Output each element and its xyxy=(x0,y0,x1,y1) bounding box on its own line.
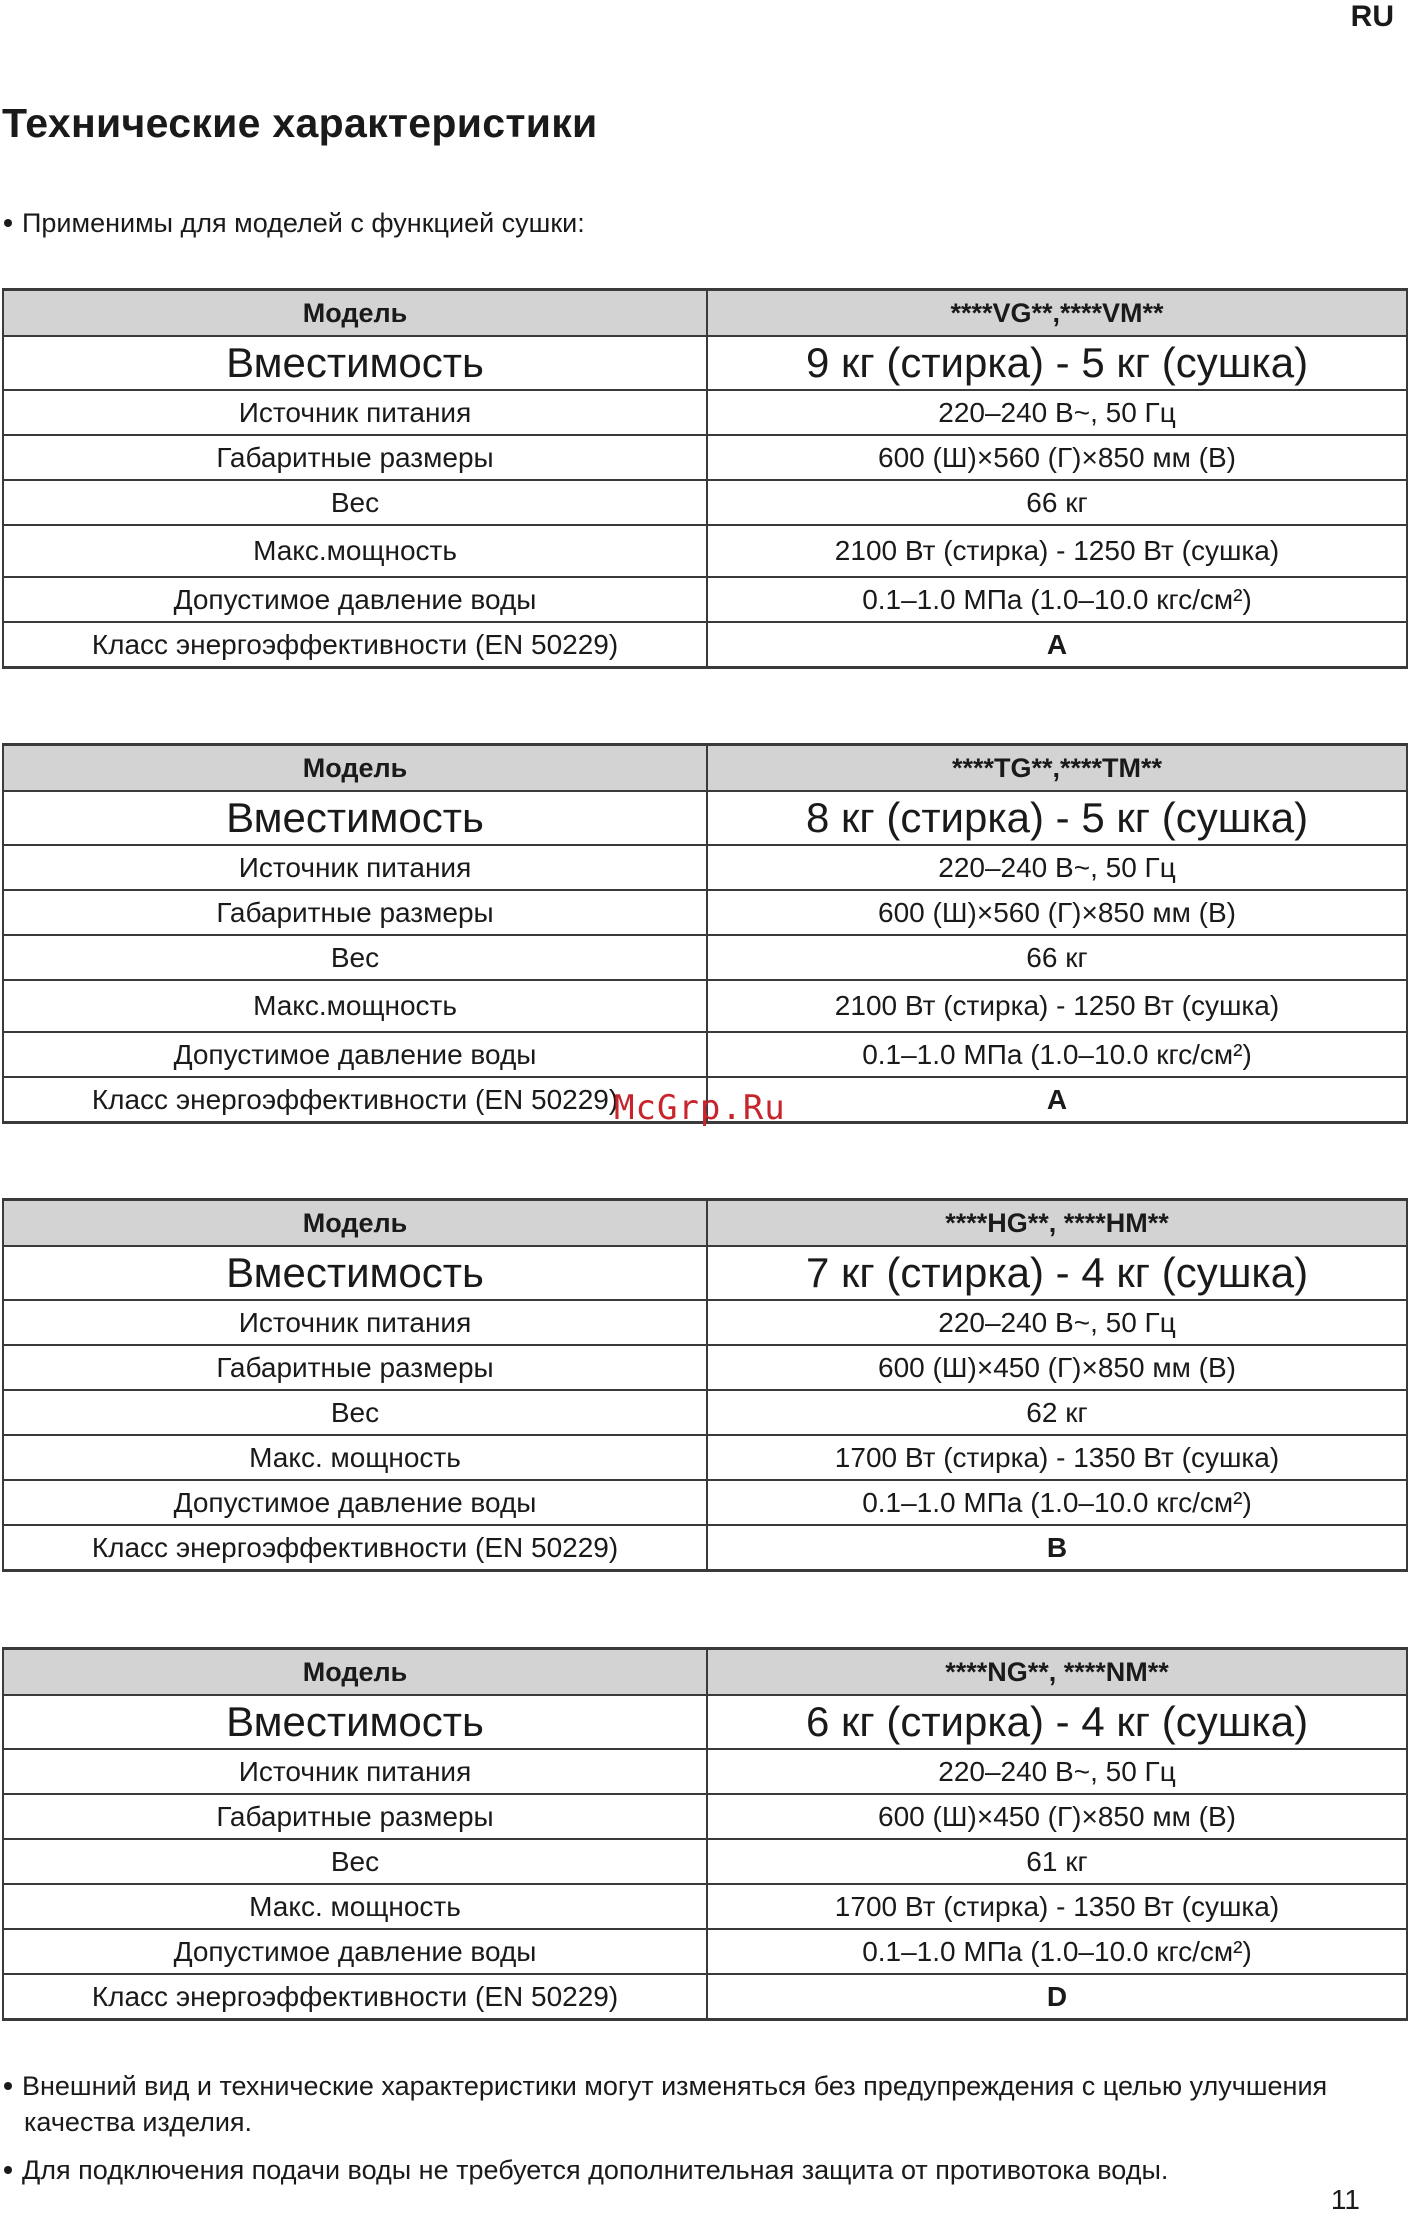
max-power-label: Макс. мощность xyxy=(3,1435,707,1480)
power-source-value: 220–240 В~, 50 Гц xyxy=(707,1300,1407,1345)
table-row-model xyxy=(3,1649,1407,1696)
water-pressure-label: Допустимое давление воды xyxy=(3,577,707,622)
table-row-weight xyxy=(3,1390,1407,1435)
bullet-icon xyxy=(4,219,12,227)
table-row-capacity xyxy=(3,1695,1407,1749)
model-value: ****NG**, ****NM** xyxy=(707,1649,1407,1696)
energy-class-label: Класс энергоэффективности (EN 50229) xyxy=(3,1525,707,1571)
spec-table-3 xyxy=(2,1198,1408,1572)
weight-value: 62 кг xyxy=(707,1390,1407,1435)
dimensions-label: Габаритные размеры xyxy=(3,890,707,935)
table-row-dimensions xyxy=(3,1345,1407,1390)
table-row-model xyxy=(3,745,1407,792)
page-number: 11 xyxy=(1330,2184,1360,2215)
table-row-max-power xyxy=(3,1884,1407,1929)
max-power-label: Макс.мощность xyxy=(3,980,707,1032)
watermark: McGrp.Ru xyxy=(614,1088,786,1128)
spec-table-1 xyxy=(2,288,1408,669)
footnote-item xyxy=(4,2152,1404,2188)
table-row-energy-class xyxy=(3,1974,1407,2020)
spec-table-4 xyxy=(2,1647,1408,2021)
energy-class-label: Класс энергоэффективности (EN 50229) xyxy=(3,622,707,668)
bullet-icon xyxy=(4,2166,12,2174)
model-label: Модель xyxy=(3,1200,707,1247)
model-value: ****VG**,****VM** xyxy=(707,290,1407,337)
power-source-value: 220–240 В~, 50 Гц xyxy=(707,1749,1407,1794)
weight-value: 66 кг xyxy=(707,480,1407,525)
table-row-power-source xyxy=(3,1749,1407,1794)
weight-value: 61 кг xyxy=(707,1839,1407,1884)
energy-class-value: A xyxy=(707,1077,1407,1123)
dimensions-value: 600 (Ш)×450 (Г)×850 мм (В) xyxy=(707,1794,1407,1839)
footnotes xyxy=(4,2068,1404,2200)
power-source-label: Источник питания xyxy=(3,1749,707,1794)
weight-label: Вес xyxy=(3,1839,707,1884)
max-power-value: 1700 Вт (стирка) - 1350 Вт (сушка) xyxy=(707,1884,1407,1929)
table-row-power-source xyxy=(3,1300,1407,1345)
energy-class-value: D xyxy=(707,1974,1407,2020)
dimensions-label: Габаритные размеры xyxy=(3,1345,707,1390)
table-row-water-pressure xyxy=(3,577,1407,622)
table-row-model xyxy=(3,290,1407,337)
weight-label: Вес xyxy=(3,935,707,980)
capacity-label: Вместимость xyxy=(3,1695,707,1749)
table-row-capacity xyxy=(3,791,1407,845)
table-row-max-power xyxy=(3,525,1407,577)
max-power-label: Макс.мощность xyxy=(3,525,707,577)
capacity-value: 7 кг (стирка) - 4 кг (сушка) xyxy=(707,1246,1407,1300)
table-row-dimensions xyxy=(3,435,1407,480)
table-row-weight xyxy=(3,935,1407,980)
table-row-dimensions xyxy=(3,1794,1407,1839)
language-code: RU xyxy=(1350,0,1394,33)
max-power-value: 1700 Вт (стирка) - 1350 Вт (сушка) xyxy=(707,1435,1407,1480)
model-value: ****TG**,****TM** xyxy=(707,745,1407,792)
dimensions-value: 600 (Ш)×560 (Г)×850 мм (В) xyxy=(707,435,1407,480)
table-row-water-pressure xyxy=(3,1480,1407,1525)
capacity-value: 8 кг (стирка) - 5 кг (сушка) xyxy=(707,791,1407,845)
table-row-energy-class xyxy=(3,1525,1407,1571)
table-row-weight xyxy=(3,1839,1407,1884)
table-row-capacity xyxy=(3,336,1407,390)
model-label: Модель xyxy=(3,290,707,337)
water-pressure-label: Допустимое давление воды xyxy=(3,1929,707,1974)
weight-value: 66 кг xyxy=(707,935,1407,980)
table-row-power-source xyxy=(3,845,1407,890)
power-source-label: Источник питания xyxy=(3,390,707,435)
table-row-max-power xyxy=(3,1435,1407,1480)
water-pressure-value: 0.1–1.0 МПа (1.0–10.0 кгс/см²) xyxy=(707,1032,1407,1077)
power-source-value: 220–240 В~, 50 Гц xyxy=(707,845,1407,890)
intro-text: Применимы для моделей с функцией сушки: xyxy=(22,208,585,238)
table-row-model xyxy=(3,1200,1407,1247)
table-row-water-pressure xyxy=(3,1032,1407,1077)
spec-table-2 xyxy=(2,743,1408,1124)
bullet-icon xyxy=(4,2082,12,2090)
energy-class-value: A xyxy=(707,622,1407,668)
table-row-capacity xyxy=(3,1246,1407,1300)
max-power-value: 2100 Вт (стирка) - 1250 Вт (сушка) xyxy=(707,525,1407,577)
max-power-value: 2100 Вт (стирка) - 1250 Вт (сушка) xyxy=(707,980,1407,1032)
dimensions-value: 600 (Ш)×560 (Г)×850 мм (В) xyxy=(707,890,1407,935)
capacity-label: Вместимость xyxy=(3,791,707,845)
max-power-label: Макс. мощность xyxy=(3,1884,707,1929)
table-row-weight xyxy=(3,480,1407,525)
model-label: Модель xyxy=(3,745,707,792)
capacity-value: 6 кг (стирка) - 4 кг (сушка) xyxy=(707,1695,1407,1749)
table-row-dimensions xyxy=(3,890,1407,935)
energy-class-label: Класс энергоэффективности (EN 50229) xyxy=(3,1077,707,1123)
model-value: ****HG**, ****HM** xyxy=(707,1200,1407,1247)
footnote-text: Для подключения подачи воды не требуется дополнительная защита от противотока воды. xyxy=(22,2155,1169,2185)
intro-note xyxy=(4,208,585,239)
energy-class-value: B xyxy=(707,1525,1407,1571)
dimensions-label: Габаритные размеры xyxy=(3,435,707,480)
table-row-max-power xyxy=(3,980,1407,1032)
water-pressure-value: 0.1–1.0 МПа (1.0–10.0 кгс/см²) xyxy=(707,1929,1407,1974)
water-pressure-label: Допустимое давление воды xyxy=(3,1032,707,1077)
power-source-label: Источник питания xyxy=(3,845,707,890)
water-pressure-value: 0.1–1.0 МПа (1.0–10.0 кгс/см²) xyxy=(707,1480,1407,1525)
page-title: Технические характеристики xyxy=(2,100,598,146)
water-pressure-label: Допустимое давление воды xyxy=(3,1480,707,1525)
footnote-text: Внешний вид и технические характеристики могут изменяться без предупреждения с целью улучшения качества изделия. xyxy=(22,2071,1328,2137)
capacity-label: Вместимость xyxy=(3,336,707,390)
energy-class-label: Класс энергоэффективности (EN 50229) xyxy=(3,1974,707,2020)
dimensions-label: Габаритные размеры xyxy=(3,1794,707,1839)
footnote-item xyxy=(4,2068,1404,2140)
weight-label: Вес xyxy=(3,480,707,525)
dimensions-value: 600 (Ш)×450 (Г)×850 мм (В) xyxy=(707,1345,1407,1390)
water-pressure-value: 0.1–1.0 МПа (1.0–10.0 кгс/см²) xyxy=(707,577,1407,622)
model-label: Модель xyxy=(3,1649,707,1696)
table-row-energy-class xyxy=(3,622,1407,668)
capacity-label: Вместимость xyxy=(3,1246,707,1300)
power-source-value: 220–240 В~, 50 Гц xyxy=(707,390,1407,435)
power-source-label: Источник питания xyxy=(3,1300,707,1345)
table-row-power-source xyxy=(3,390,1407,435)
table-row-water-pressure xyxy=(3,1929,1407,1974)
weight-label: Вес xyxy=(3,1390,707,1435)
capacity-value: 9 кг (стирка) - 5 кг (сушка) xyxy=(707,336,1407,390)
